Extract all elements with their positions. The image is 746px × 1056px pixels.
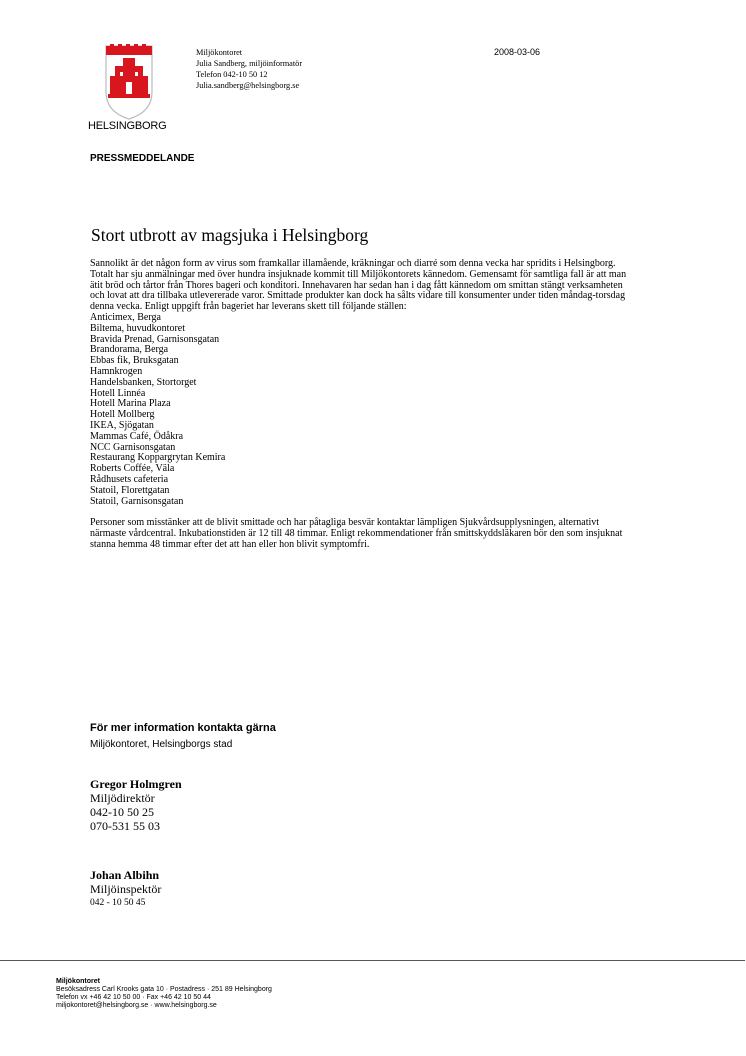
list-item: NCC Garnisonsgatan xyxy=(90,441,176,453)
list-item: Mammas Café, Ödåkra xyxy=(90,430,184,442)
info-subheading: Miljökontoret, Helsingborgs stad xyxy=(90,739,233,750)
list-item: Hotell Linnéa xyxy=(90,387,146,399)
footer-web: miljokontoret@helsingborg.se · www.helsingborg.se xyxy=(56,1002,217,1009)
sender-department: Miljökontoret xyxy=(196,48,243,57)
contact-card xyxy=(90,777,182,833)
advice-paragraph: Personer som misstänker att de blivit smittade och har påtagliga besvär kontaktar lämpligen Sjukvårdsupplysningen, alternativt närmaste vårdcentral. Inkubationstiden är 12 till 48 timmar. Enligt rekommendationer från smittskyddsläkaren bör den som insjuknat stanna hemma 48 timmar efter det att han eller hon blivit symptomfri. xyxy=(90,517,623,550)
list-item: Bravida Prenad, Garnisonsgatan xyxy=(90,333,220,345)
list-item: IKEA, Sjögatan xyxy=(90,419,154,431)
sender-phone: Telefon 042-10 50 12 xyxy=(196,70,268,79)
logo-wordmark: HELSINGBORG xyxy=(88,120,167,132)
list-item: Rådhusets cafeteria xyxy=(90,473,169,485)
contact-role: Miljöinspektör xyxy=(90,882,162,896)
sender-block xyxy=(196,47,302,91)
list-item: Statoil, Garnisonsgatan xyxy=(90,495,184,507)
list-item: Restaurang Koppargrytan Kemira xyxy=(90,452,226,464)
list-item: Hotell Marina Plaza xyxy=(90,398,171,410)
footer-phone: Telefon vx +46 42 10 50 00 · Fax +46 42 10 50 44 xyxy=(56,994,211,1001)
list-item: Ebbas fik, Bruksgatan xyxy=(90,355,179,367)
list-item: Hamnkrogen xyxy=(90,365,143,377)
list-item: Hotell Mollberg xyxy=(90,409,155,421)
contact-name: Gregor Holmgren xyxy=(90,777,182,791)
info-heading: För mer information kontakta gärna xyxy=(90,722,276,734)
footer xyxy=(56,978,272,1010)
contact-name: Johan Albihn xyxy=(90,868,160,882)
list-item: Roberts Coffée, Väla xyxy=(90,463,175,475)
footer-divider xyxy=(0,960,745,961)
location-list xyxy=(90,313,630,507)
list-item: Statoil, Florettgatan xyxy=(90,484,170,496)
sender-name: Julia Sandberg, miljöinformatör xyxy=(196,59,303,68)
document-date: 2008-03-06 xyxy=(494,47,541,57)
list-item: Biltema, huvudkontoret xyxy=(90,322,185,334)
contact-role: Miljödirektör xyxy=(90,791,155,805)
contact-card xyxy=(90,868,161,910)
sender-email: Julia.sandberg@helsingborg.se xyxy=(196,81,300,90)
footer-org: Miljökontoret xyxy=(56,978,100,985)
article-body xyxy=(90,259,630,551)
contact-mobile: 070-531 55 03 xyxy=(90,819,160,833)
intro-paragraph: Sannolikt är det någon form av virus som framkallar illamående, kräkningar och diarré som denna vecka har spridits i Helsingborg. Totalt har sju anmälningar med över hundra insjuknade kommit till Miljökontorets kännedom. Gemensamt för samtliga fall är att man ätit bröd och tårtor från Thores bageri och konditori. Innehavaren har sedan han i dag fått kännedom om smittan stängt verksamheten och lovat att dra tillbaka utlevererade varor. Smittade produkter kan dock ha sålts vidare till konsumenter under tiden måndag-torsdag denna vecka. Enligt uppgift från bageriet har leverans skett till följande ställen: xyxy=(90,258,627,313)
page-title: Stort utbrott av magsjuka i Helsingborg xyxy=(91,225,369,245)
press-release-label: PRESSMEDDELANDE xyxy=(90,153,195,164)
helsingborg-coat-of-arms-logo xyxy=(104,44,154,120)
list-item: Anticimex, Berga xyxy=(90,311,161,323)
list-item: Handelsbanken, Stortorget xyxy=(90,376,197,388)
list-item: Brandorama, Berga xyxy=(90,344,169,356)
contact-phone: 042 - 10 50 45 xyxy=(90,898,146,908)
footer-address: Besöksadress Carl Krooks gata 10 · Postadress · 251 89 Helsingborg xyxy=(56,986,272,993)
contact-phone: 042-10 50 25 xyxy=(90,805,154,819)
